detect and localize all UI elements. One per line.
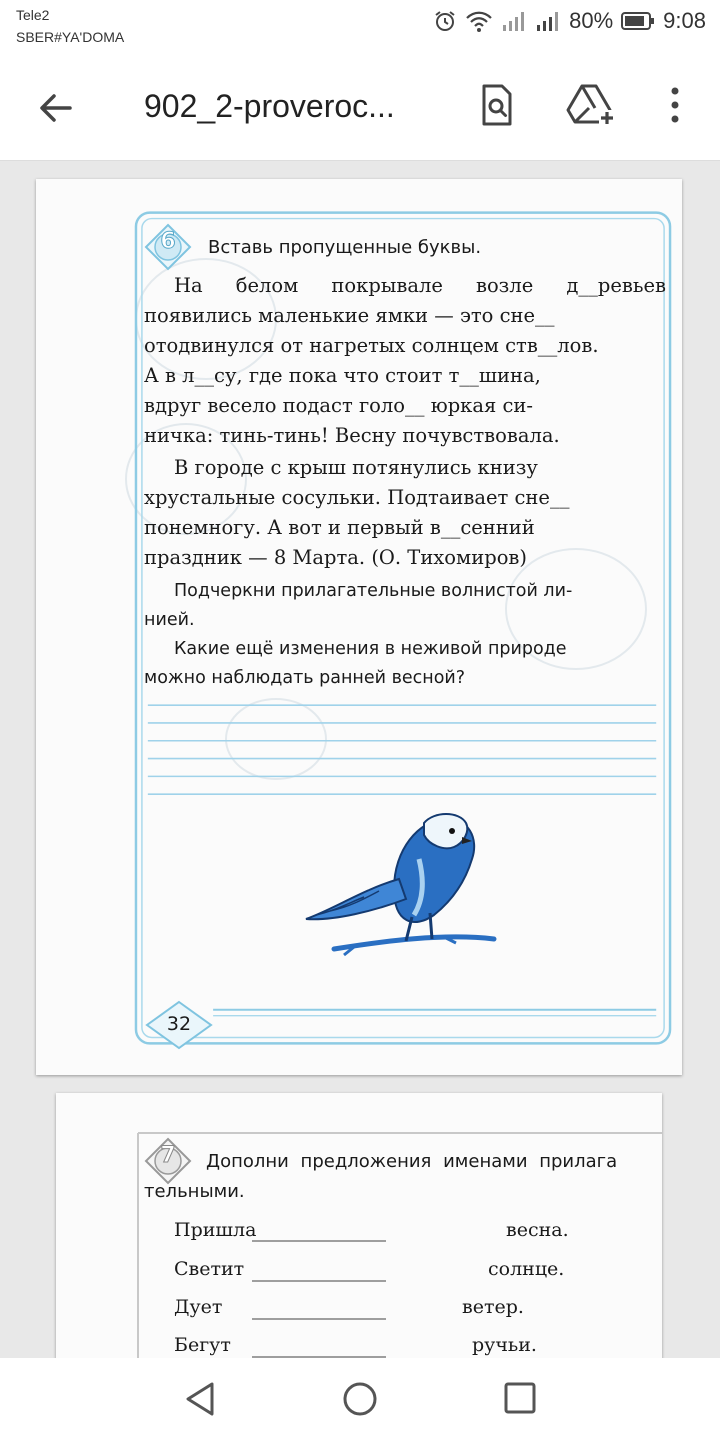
nav-recents-button[interactable] [503,1381,537,1415]
alarm-icon [433,9,457,33]
row-left-word: Бегут [174,1334,231,1356]
text-line: На белом покрывале возле д__ревьев [174,274,666,297]
back-button[interactable] [34,86,78,130]
row-right-word: солнце. [488,1258,565,1280]
more-vert-icon [660,82,690,128]
carrier-network: SBER#YA'DOMA [16,29,125,45]
task-title-continuation: тельными. [144,1181,245,1202]
paragraph-1 [144,271,666,451]
task-title: Дополни предложения именами прилага [206,1151,618,1172]
text-line: понемногу. А вот и первый в__сенний [144,516,535,539]
app-bar [0,56,720,161]
nav-home-icon [341,1380,379,1418]
paragraph-2 [144,453,666,573]
nav-back-button[interactable] [182,1380,218,1418]
text-line: В городе с крыш потянулись книзу [174,456,538,479]
more-options-button[interactable] [660,82,690,128]
document-viewer[interactable] [0,161,720,1358]
nav-recents-icon [503,1381,537,1415]
text-line: нией. [144,610,195,630]
add-to-drive-button[interactable] [566,82,616,128]
document-page [36,179,682,1075]
text-line: хрустальные сосульки. Подтаивает сне__ [144,486,570,509]
signal-icon-sim1 [501,9,527,33]
bird-illustration [294,799,514,969]
nav-home-button[interactable] [341,1380,379,1418]
row-left-word: Дует [174,1296,223,1318]
row-left-word: Пришла [174,1219,257,1241]
text-line: можно наблюдать ранней весной? [144,668,466,688]
page-number: 32 [166,1013,192,1035]
document-title: 902_2-proveroc... [144,88,395,124]
text-line: ничка: тинь-тинь! Весну почувствовала. [144,424,560,447]
add-to-drive-icon [566,82,616,128]
carrier-info [16,4,124,48]
row-right-word: весна. [506,1219,569,1241]
search-in-document-button[interactable] [474,82,520,128]
back-arrow-icon [34,86,78,130]
task-number: 6 [160,229,176,254]
page-2-frame [56,1093,662,1358]
carrier-name: Tele2 [16,7,50,23]
status-bar [0,0,720,56]
task-number: 7 [160,1143,176,1168]
row-right-word: ручьи. [472,1334,537,1356]
task-title: Вставь пропущенные буквы. [208,237,482,258]
status-icons [433,8,706,34]
signal-icon-sim2 [535,9,561,33]
nav-back-icon [182,1380,218,1418]
wifi-icon [465,9,493,33]
battery-icon [621,11,655,31]
row-right-word: ветер. [462,1296,524,1318]
text-line: Подчеркни прилагательные волнистой ли- [174,581,573,601]
text-line: вдруг весело подаст голо__ юркая си- [144,394,534,417]
text-line: праздник — 8 Марта. (О. Тихомиров) [144,546,528,569]
clock: 9:08 [663,8,706,33]
text-line: появились маленькие ямки — это сне__ [144,304,555,327]
battery-percent: 80% [569,8,614,33]
row-left-word: Светит [174,1258,245,1280]
search-in-document-icon [474,82,520,128]
text-line: А в л__су, где пока что стоит т__шина, [144,364,541,387]
instruction-underline [144,577,666,635]
system-nav-bar [0,1358,720,1440]
question [144,635,666,693]
text-line: отодвинулся от нагретых солнцем ств__лов. [144,334,599,357]
document-page [56,1093,662,1358]
text-line: Какие ещё изменения в неживой природе [174,639,567,659]
